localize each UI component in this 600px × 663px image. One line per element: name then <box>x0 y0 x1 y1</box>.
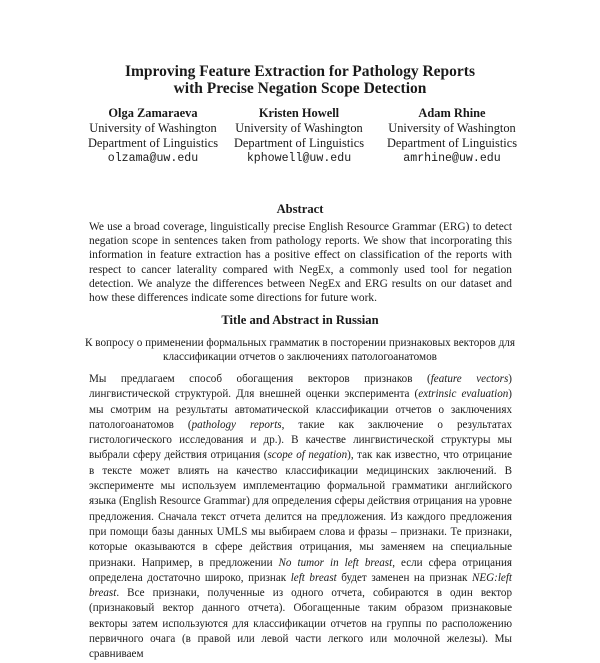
ru-term: extrinsic evaluation <box>418 388 509 401</box>
author-affiliation: University of Washington <box>235 121 363 135</box>
author-block <box>367 106 537 166</box>
ru-term: left breast <box>290 571 337 584</box>
author-email: olzama@uw.edu <box>107 152 199 165</box>
author-block <box>68 106 238 166</box>
ru-term: scope of negation <box>267 449 348 462</box>
russian-abstract <box>89 372 512 663</box>
author-name: Olga Zamaraeva <box>108 106 198 120</box>
abstract-text: We use a broad coverage, linguistically precise English Resource Grammar (ERG) to detect negation scope in sentences taken from pathology reports. We show that incorporating this information in feature extraction has a positive effect on classification of the reports with respect to cancer laterality compared with NegEx, a commonly used tool for negation detection. We analyze the differences between NegEx and ERG results on our dataset and how these differences indicate some directions for future work. <box>89 221 512 305</box>
ru-term: feature vectors <box>430 373 509 385</box>
ru-term: NEG:left breast <box>89 571 512 600</box>
ru-term: pathology reports <box>191 418 282 431</box>
author-affiliation: University of Washington <box>388 121 516 135</box>
paper-title-line-1: Improving Feature Extraction for Pathology Reports <box>124 63 475 80</box>
ru-text: . Все признаки, полученные из одного отчета, собираются в один вектор (признаковый вектор данного отчета). Обогащенные таким образом признаковые векторы затем используются для классификации отчетов на группы по расположению первичного очага (в правой или левой части легкого или молочной железы). Мы сравниваем <box>89 587 512 661</box>
ru-term: No tumor in left breast <box>278 556 393 569</box>
author-block <box>214 106 384 166</box>
ru-text: ), так как известно, что отрицание в тексте может влиять на качество классификации медицинских заключений. В эксперименте мы используем имплементацию формальной грамматики английского языка (English Resource Grammar) для определения сферы действия отрицания на уровне предложения. Сначала текст отчета делится на предложения. Из каждого предложения при помощи базы данных UMLS мы выбираем слова и фразы – признаки. Те признаки, которые оказываются в сфере действия отрицания, мы заменяем на специальные признаки. Например, в предложении <box>89 449 512 569</box>
ru-text: , если сфера отрицания определена достаточно широко, признак <box>89 556 512 584</box>
author-affiliation: University of Washington <box>89 121 217 135</box>
ru-text: будет заменен на признак <box>336 571 472 584</box>
ru-text: Мы предлагаем способ обогащения векторов признаков ( <box>89 373 431 385</box>
ru-text: ) лингвистической структурой. Для внешней оценки эксперимента ( <box>89 373 512 401</box>
author-department: Department of Linguistics <box>87 136 219 150</box>
author-department: Department of Linguistics <box>386 136 518 150</box>
author-email: amrhine@uw.edu <box>403 152 501 165</box>
author-name: Adam Rhine <box>418 106 486 120</box>
paper-title-line-2: with Precise Negation Scope Detection <box>173 80 427 97</box>
author-department: Department of Linguistics <box>233 136 365 150</box>
russian-section-heading: Title and Abstract in Russian <box>221 313 379 327</box>
author-email: kphowell@uw.edu <box>246 152 352 165</box>
russian-title: К вопросу о применении формальных грамматик в посторении признаковых векторов для классификации отчетов о заключениях патологоанатомов <box>84 337 515 363</box>
abstract-heading: Abstract <box>276 202 324 216</box>
author-name: Kristen Howell <box>258 106 340 120</box>
ru-text: ) мы смотрим на результаты автоматической классификации отчетов о заключениях патологоанатомов ( <box>89 388 512 431</box>
ru-text: , такие как заключение о результатах гистологического исследования и др.). В качестве лингвистической структуры мы выбрали сферу действия отрицания ( <box>89 418 512 462</box>
